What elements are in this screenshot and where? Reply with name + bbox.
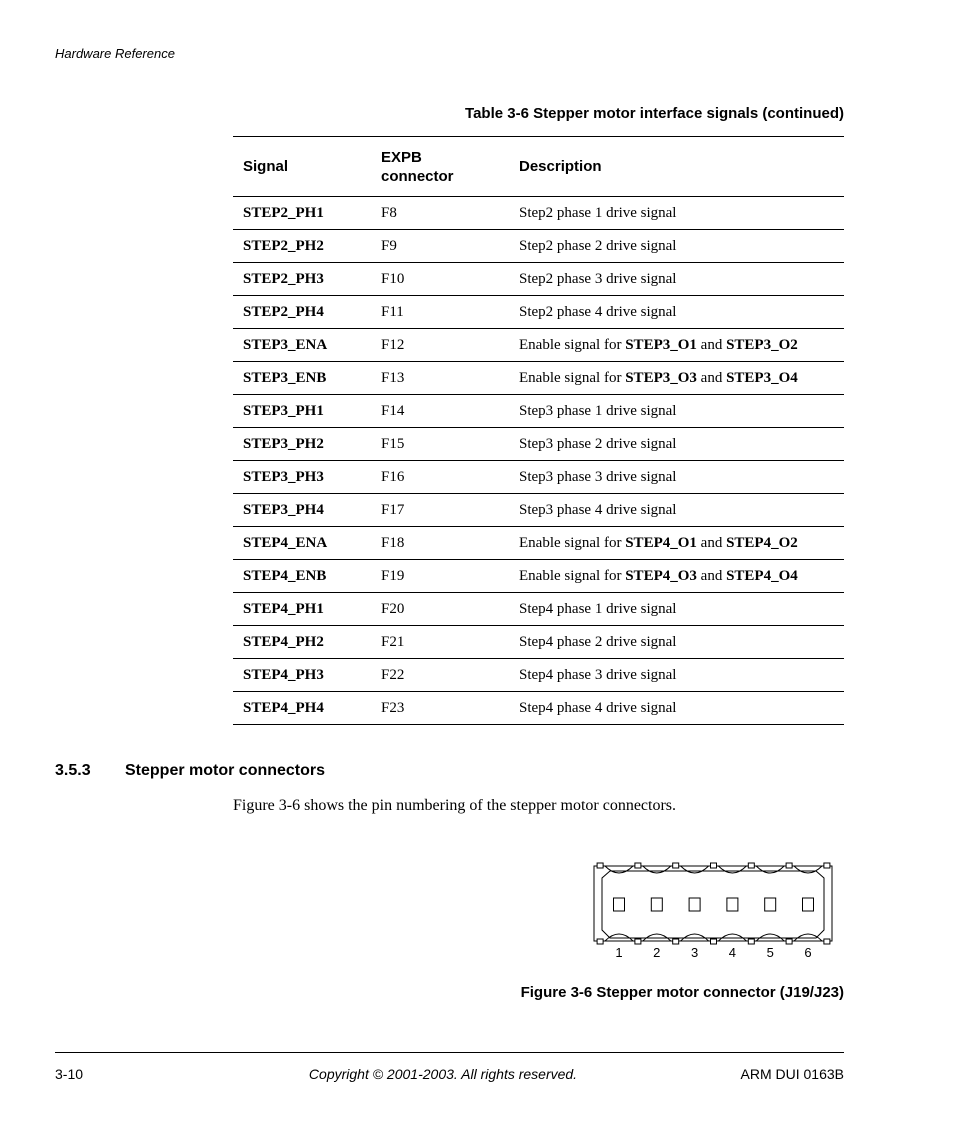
description-signal-ref: STEP3_O3 [625,369,697,386]
table-row [233,494,844,527]
pin-square [651,898,662,911]
page-number: 3-10 [55,1066,84,1082]
signal-name: STEP2_PH3 [233,263,371,296]
edge-notch [786,939,792,944]
description-text: and [696,567,727,584]
column-header-expb-line2: connector [381,167,454,185]
latch-top [681,866,709,873]
pin-square [803,898,814,911]
latch-top [643,866,671,873]
description-signal-ref: STEP3_O2 [726,336,798,353]
signal-name: STEP3_PH1 [233,395,371,428]
connector-inner-wall [602,871,824,938]
table-row [233,329,844,362]
pin-square [765,898,776,911]
expb-pin: F16 [371,461,509,494]
table-row [233,362,844,395]
section-heading [55,762,325,780]
table-caption: Table 3-6 Stepper motor interface signals (continued) [465,105,844,122]
signal-description: Step4 phase 4 drive signal [509,692,844,725]
connector-outline [594,866,832,941]
figure-caption: Figure 3-6 Stepper motor connector (J19/J23) [520,984,844,1001]
edge-notch [673,939,679,944]
latch-top [718,866,746,873]
expb-pin: F18 [371,527,509,560]
signal-name: STEP2_PH2 [233,230,371,263]
signal-name: STEP4_PH1 [233,593,371,626]
pin-label: 5 [766,945,774,960]
expb-pin: F11 [371,296,509,329]
connector-diagram [590,860,840,970]
expb-pin: F17 [371,494,509,527]
signal-name: STEP2_PH1 [233,197,371,230]
table-row [233,527,844,560]
pin-label: 4 [728,945,737,960]
table-row [233,593,844,626]
expb-pin: F14 [371,395,509,428]
signal-description: Step2 phase 3 drive signal [509,263,844,296]
table-row [233,626,844,659]
column-header-expb [371,137,509,197]
edge-notch [748,863,754,868]
table-row [233,197,844,230]
signal-description [509,362,844,395]
document-id: ARM DUI 0163B [740,1066,844,1082]
pin-label: 1 [615,945,623,960]
signal-description: Step3 phase 4 drive signal [509,494,844,527]
signal-name: STEP3_PH3 [233,461,371,494]
description-text: Enable signal for [519,567,626,584]
running-header: Hardware Reference [55,46,175,61]
table-row [233,692,844,725]
signal-description: Step4 phase 2 drive signal [509,626,844,659]
edge-notch [635,863,641,868]
connector-body [594,863,832,944]
column-header-signal: Signal [233,137,371,197]
column-header-description: Description [509,137,844,197]
body-paragraph: Figure 3-6 shows the pin numbering of the stepper motor connectors. [233,797,677,814]
pin-label: 3 [690,945,699,960]
column-header-expb-line1: EXPB [381,148,422,166]
table-row [233,461,844,494]
table-row [233,263,844,296]
expb-pin: F21 [371,626,509,659]
pin-label: 6 [804,945,812,960]
description-signal-ref: STEP4_O4 [726,567,798,584]
signal-name: STEP4_PH2 [233,626,371,659]
edge-notch [711,863,717,868]
description-signal-ref: STEP3_O1 [625,336,697,353]
description-text: and [696,369,727,386]
latch-top [756,866,784,873]
description-signal-ref: STEP4_O2 [726,534,798,551]
description-signal-ref: STEP4_O1 [625,534,697,551]
description-text: Enable signal for [519,534,626,551]
edge-notch [786,863,792,868]
table-row [233,296,844,329]
signal-name: STEP4_ENA [233,527,371,560]
signal-description [509,527,844,560]
pin-label: 2 [653,945,661,960]
table-header-row [233,137,844,197]
description-text: Enable signal for [519,369,626,386]
signal-description: Step3 phase 2 drive signal [509,428,844,461]
expb-pin: F23 [371,692,509,725]
table-row [233,560,844,593]
description-text: and [696,534,727,551]
signal-name: STEP4_ENB [233,560,371,593]
section-title: Stepper motor connectors [125,762,326,779]
signal-name: STEP3_ENA [233,329,371,362]
signal-name: STEP3_PH2 [233,428,371,461]
edge-notch [597,863,603,868]
expb-pin: F10 [371,263,509,296]
table-row [233,230,844,263]
table-row [233,395,844,428]
signal-description: Step2 phase 4 drive signal [509,296,844,329]
signal-name: STEP4_PH3 [233,659,371,692]
table-row [233,428,844,461]
signal-description [509,560,844,593]
expb-pin: F8 [371,197,509,230]
signal-description [509,329,844,362]
expb-pin: F20 [371,593,509,626]
signal-description: Step4 phase 3 drive signal [509,659,844,692]
signal-name: STEP4_PH4 [233,692,371,725]
footer-rule [55,1052,844,1053]
signal-description: Step3 phase 1 drive signal [509,395,844,428]
signal-table [233,136,844,725]
description-text: Enable signal for [519,336,626,353]
signal-name: STEP3_ENB [233,362,371,395]
signal-name: STEP2_PH4 [233,296,371,329]
signal-name: STEP3_PH4 [233,494,371,527]
signal-description: Step2 phase 2 drive signal [509,230,844,263]
expb-pin: F13 [371,362,509,395]
edge-notch [748,939,754,944]
description-signal-ref: STEP3_O4 [726,369,798,386]
edge-notch [824,939,830,944]
table-body [233,197,844,725]
edge-notch [711,939,717,944]
expb-pin: F12 [371,329,509,362]
edge-notch [824,863,830,868]
description-signal-ref: STEP4_O3 [625,567,697,584]
edge-notch [673,863,679,868]
pin-square [689,898,700,911]
expb-pin: F9 [371,230,509,263]
signal-description: Step2 phase 1 drive signal [509,197,844,230]
edge-notch [635,939,641,944]
pin-labels [615,945,811,960]
section-number: 3.5.3 [55,762,91,779]
pin-square [614,898,625,911]
description-text: and [696,336,727,353]
table-row [233,659,844,692]
signal-description: Step3 phase 3 drive signal [509,461,844,494]
expb-pin: F22 [371,659,509,692]
signal-description: Step4 phase 1 drive signal [509,593,844,626]
expb-pin: F19 [371,560,509,593]
edge-notch [597,939,603,944]
copyright-notice: Copyright © 2001-2003. All rights reserved. [308,1066,578,1082]
pin-square [727,898,738,911]
expb-pin: F15 [371,428,509,461]
